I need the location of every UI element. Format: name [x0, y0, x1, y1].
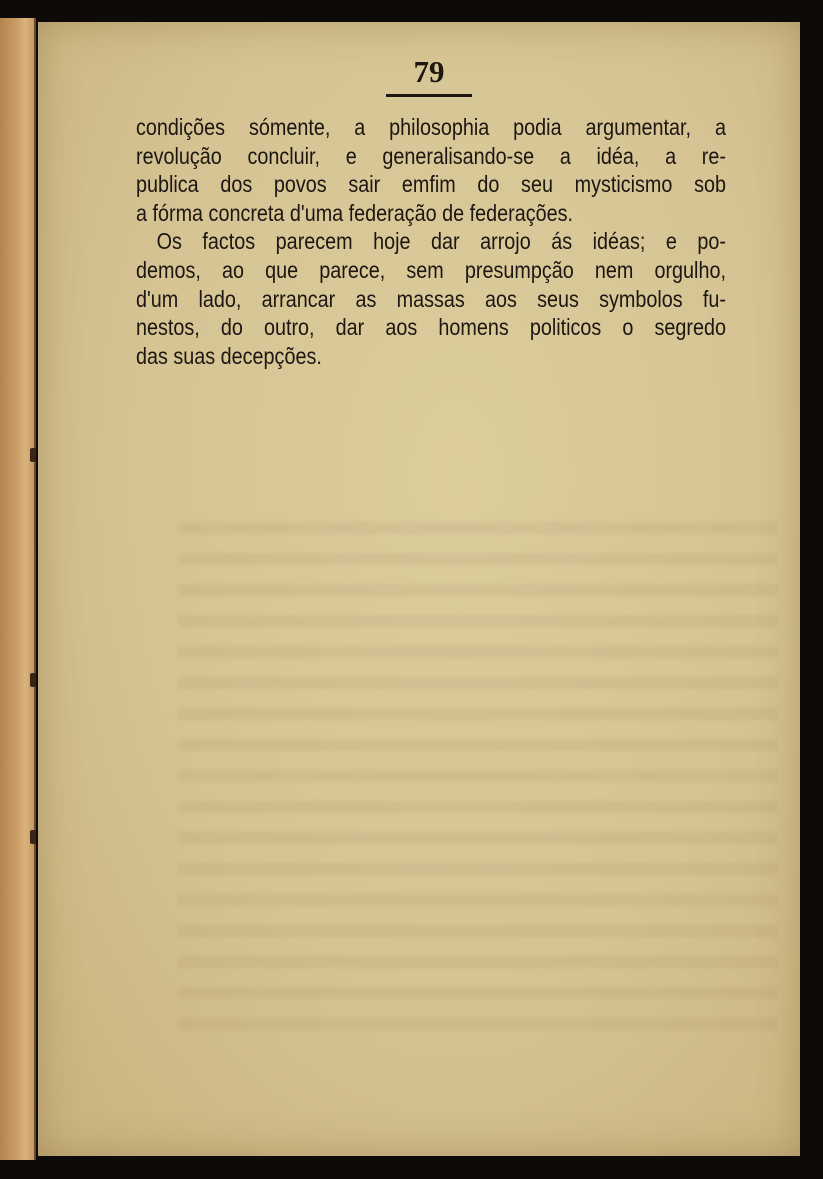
show-through-text [178, 522, 778, 1042]
text-line: condições sómente, a philosophia podia argumentar, a [136, 114, 726, 140]
text-line: a fórma concreta d'uma federação de federações. [136, 199, 574, 226]
page-number-rule [386, 94, 472, 97]
text-line: Os factos parecem hoje dar arrojo ás idéas; e po- [156, 228, 726, 255]
text-line: revolução concluir, e generalisando-se a idéa, a re- [136, 142, 726, 169]
page-number: 79 [413, 54, 445, 89]
page-body-text [136, 113, 726, 370]
text-line: nestos, do outro, dar aos homens politicos o segredo [136, 314, 726, 341]
binding-stitch [30, 830, 36, 844]
text-line: d'um lado, arrancar as massas aos seus symbolos fu- [136, 285, 726, 312]
text-line: publica dos povos sair emfim do seu mysticismo sob [136, 171, 726, 198]
text-line: das suas decepções. [136, 342, 322, 369]
book-spine-edge [0, 18, 36, 1160]
binding-stitch [30, 673, 36, 687]
text-line: demos, ao que parece, sem presumpção nem orgulho, [136, 256, 726, 283]
binding-stitch [30, 448, 36, 462]
